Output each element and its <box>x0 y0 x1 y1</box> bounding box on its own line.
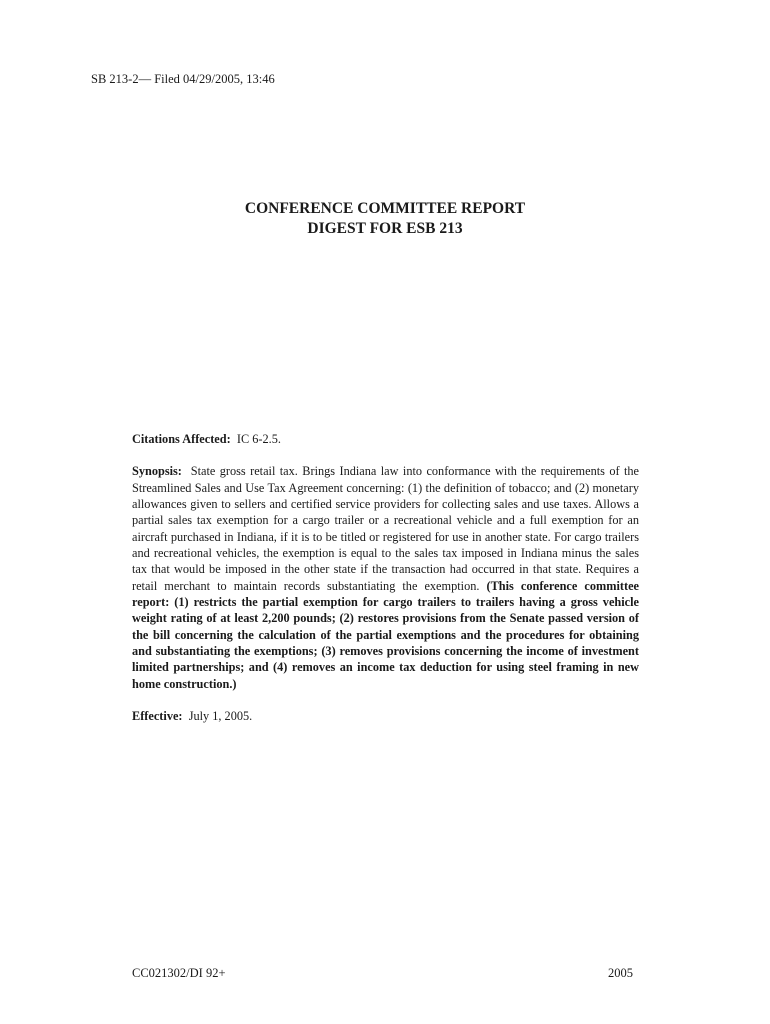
citations-label: Citations Affected: <box>132 432 231 446</box>
effective-paragraph <box>132 708 639 724</box>
citations-value: IC 6-2.5. <box>236 432 281 446</box>
report-title <box>0 199 770 239</box>
footer-year: 2005 <box>608 966 633 980</box>
title-line-1: CONFERENCE COMMITTEE REPORT <box>244 200 526 217</box>
committee-report-text: (This conference committee report: (1) restricts the partial exemption for cargo trailers to trailers having a gross vehicle weight rating of at least 2,200 pounds; (2) restores provisions from the Senate passed version of the bill concerning the calculation of the partial exemptions and the procedures for obtaining and substantiating the exemptions; (3) removes provisions concerning the income of investment limited partnerships; and (4) removes an income tax deduction for using steel framing in new home construction.) <box>132 578 639 691</box>
synopsis-paragraph <box>132 463 639 692</box>
filing-line: SB 213-2— Filed 04/29/2005, 13:46 <box>91 72 275 86</box>
citations-paragraph <box>132 431 639 447</box>
effective-label: Effective: <box>132 709 183 724</box>
digest-content <box>132 431 639 741</box>
synopsis-text: State gross retail tax. Brings Indiana law into conformance with the requirements of the Streamlined Sales and Use Tax Agreement concerning: (1) the definition of tobacco; and (2) monetary allowances given to sellers and certified service providers for collecting sales and use taxes. Allows a partial sales tax exemption for a cargo trailer or a recreational vehicle and a full exemption for an aircraft purchased in Indiana, if it is to be titled or registered for use in another state. For cargo trailers and recreational vehicles, the exemption is equal to the sales tax imposed in Indiana minus the sales tax that would be imposed in the other state if the transaction had occurred in that state. Requires a retail merchant to maintain records substantiating the exemption. <box>132 464 640 593</box>
title-line-2: DIGEST FOR ESB 213 <box>307 220 463 237</box>
synopsis-label: Synopsis: <box>132 464 182 479</box>
document-code: CC021302/DI 92+ <box>132 966 226 980</box>
effective-value: July 1, 2005. <box>188 709 253 724</box>
